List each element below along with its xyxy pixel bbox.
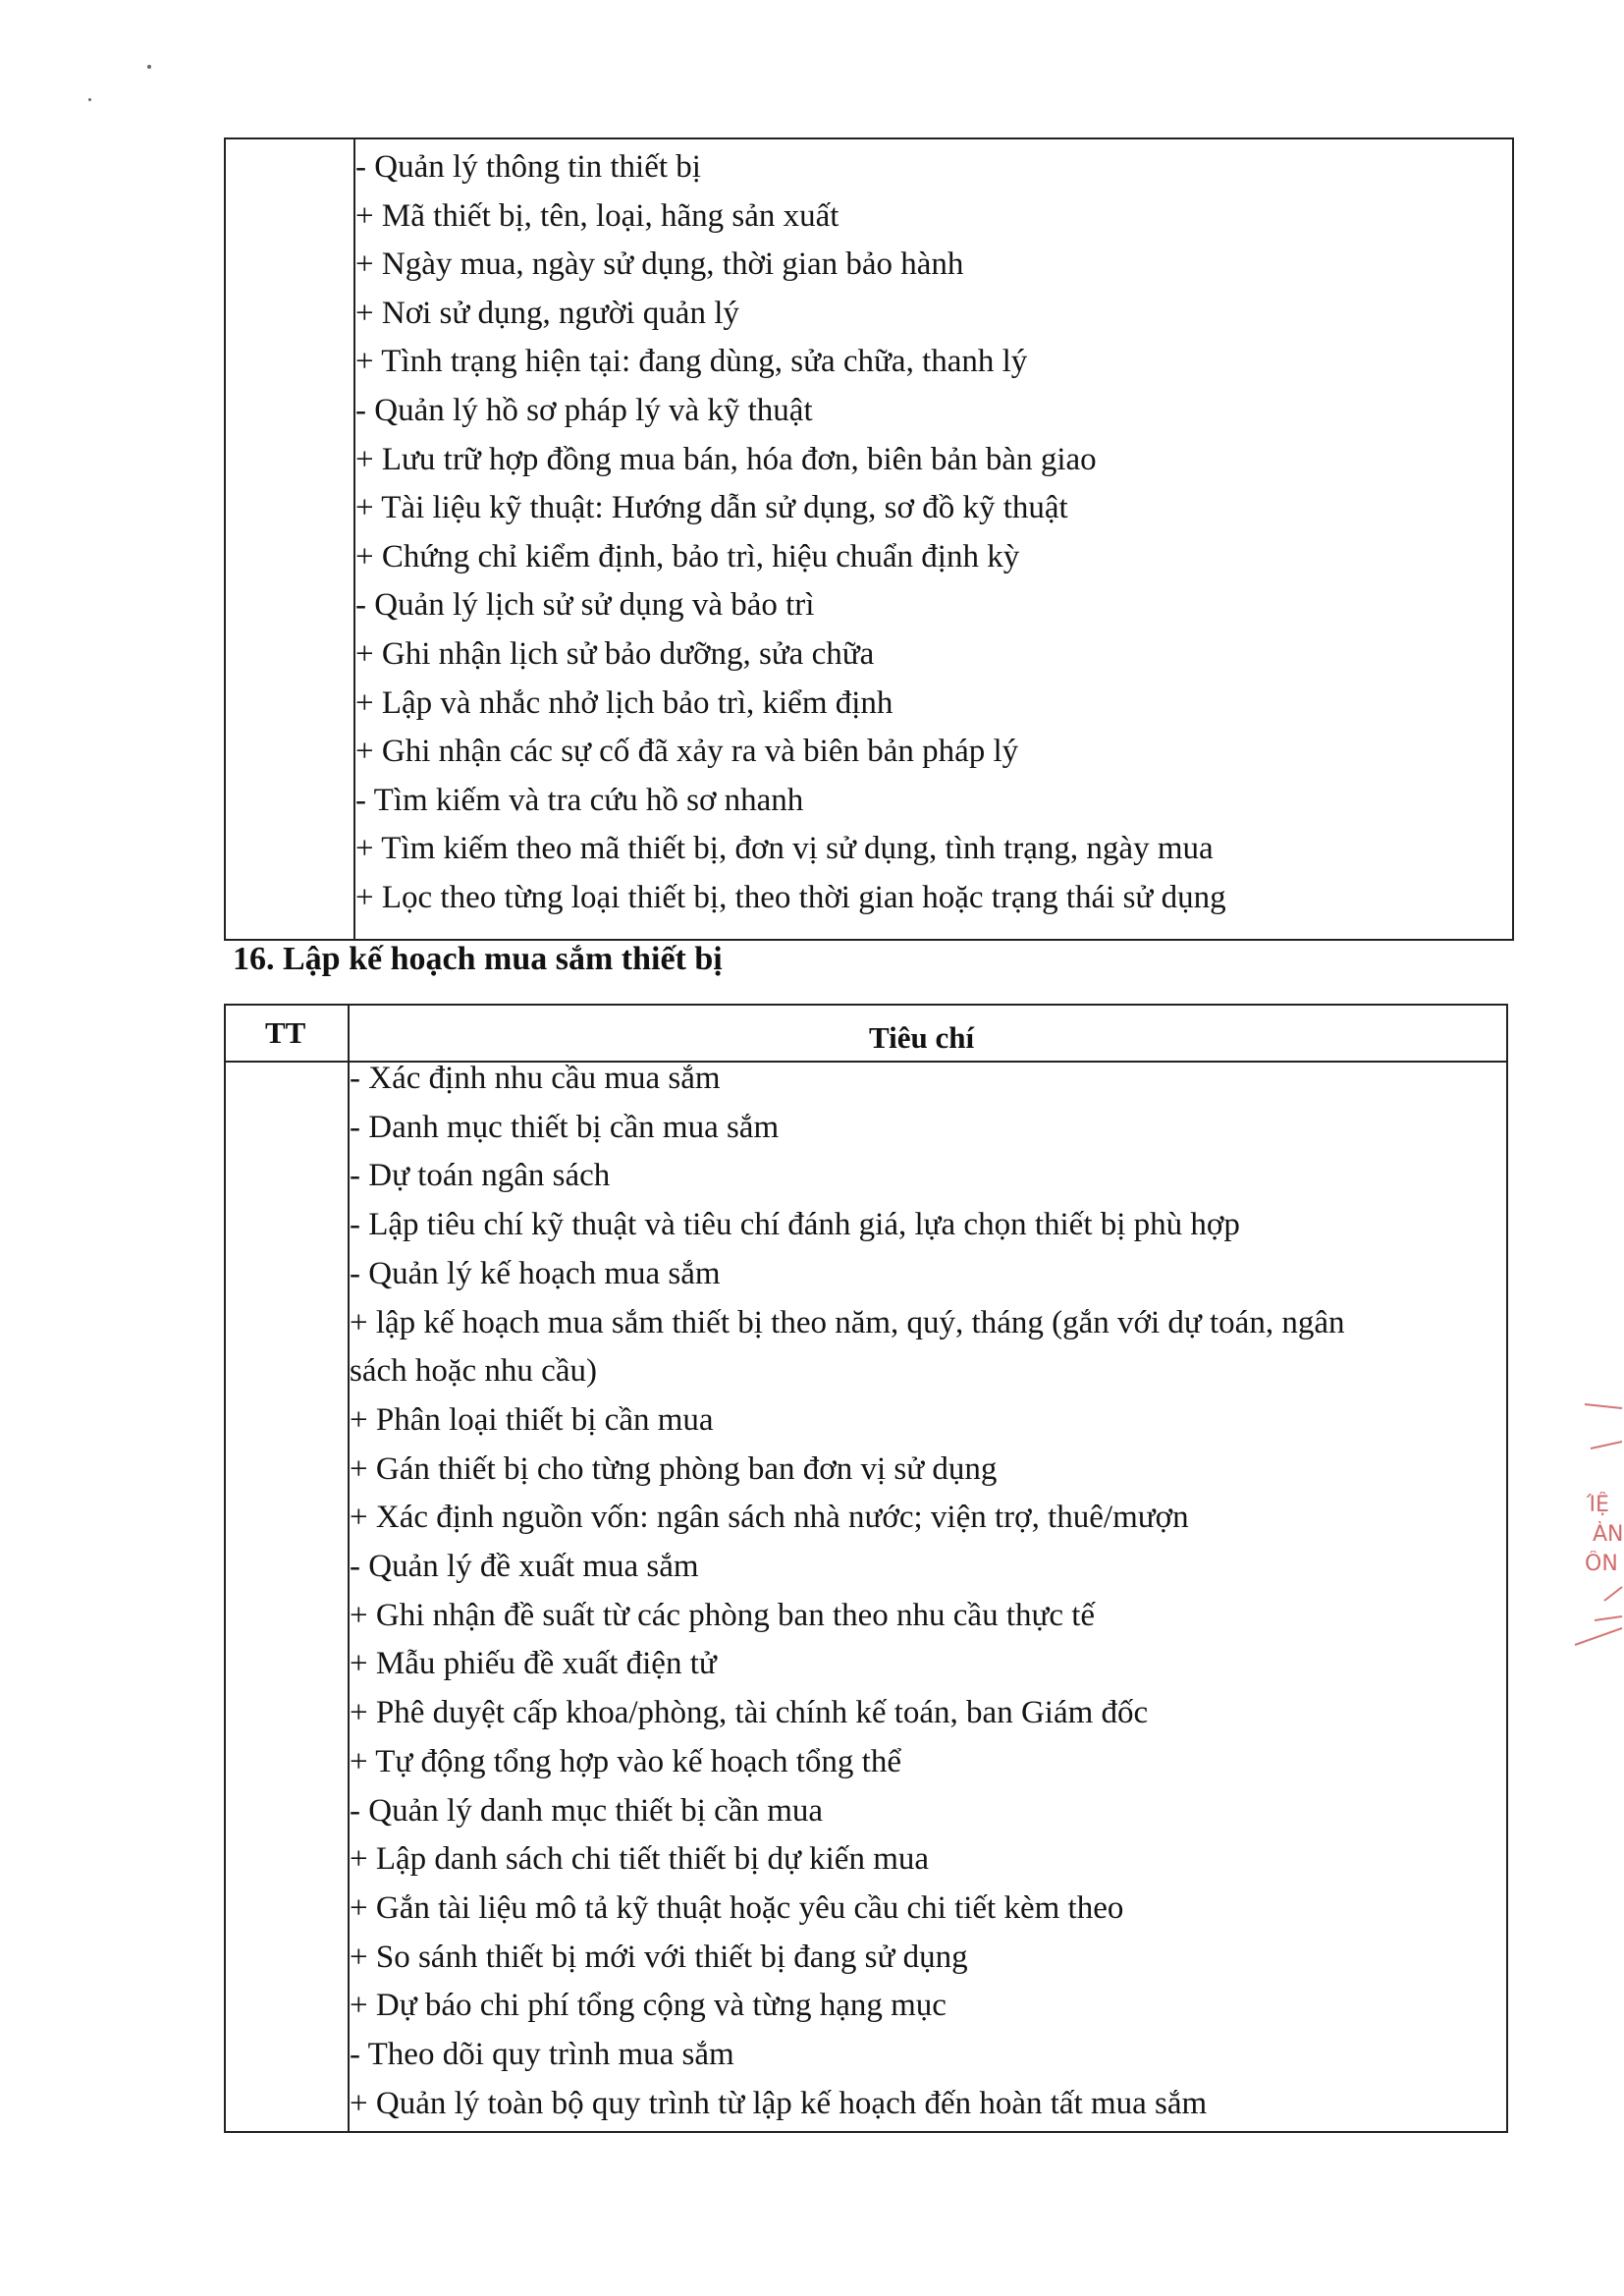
criteria-line: + Tài liệu kỹ thuật: Hướng dẫn sử dụng, sơ đồ kỹ thuật bbox=[355, 490, 1068, 526]
table1-right-border bbox=[1512, 137, 1514, 941]
criteria-line: - Danh mục thiết bị cần mua sắm bbox=[350, 1109, 780, 1145]
criteria-line: - Quản lý kế hoạch mua sắm bbox=[350, 1255, 721, 1291]
criteria-line: + Phân loại thiết bị cần mua bbox=[350, 1401, 714, 1438]
criteria-line: + Lọc theo từng loại thiết bị, theo thời gian hoặc trạng thái sử dụng bbox=[355, 880, 1226, 915]
scan-speck bbox=[88, 98, 91, 101]
criteria-line: + Lập danh sách chi tiết thiết bị dự kiến mua bbox=[350, 1841, 930, 1878]
criteria-line: + Ngày mua, ngày sử dụng, thời gian bảo hành bbox=[355, 246, 964, 283]
table2-bottom-border bbox=[224, 2131, 1508, 2133]
criteria-line: + Ghi nhận các sự cố đã xảy ra và biên bản pháp lý bbox=[355, 734, 1019, 770]
criteria-line: + Chứng chỉ kiểm định, bảo trì, hiệu chuẩn định kỳ bbox=[355, 538, 1020, 574]
criteria-line: + Tự động tổng hợp vào kế hoạch tổng thể bbox=[350, 1743, 901, 1779]
criteria-line: + Lưu trữ hợp đồng mua bán, hóa đơn, biên bản bàn giao bbox=[355, 441, 1097, 477]
criteria-line: sách hoặc nhu cầu) bbox=[350, 1353, 597, 1390]
criteria-line: - Xác định nhu cầu mua sắm bbox=[350, 1061, 721, 1096]
criteria-line: + Mẫu phiếu đề xuất điện tử bbox=[350, 1646, 717, 1682]
criteria-line: + Tình trạng hiện tại: đang dùng, sửa chữa, thanh lý bbox=[355, 344, 1028, 380]
criteria-line: + Dự báo chi phí tổng cộng và từng hạng mục bbox=[350, 1988, 947, 2024]
scan-speck bbox=[147, 65, 151, 69]
criteria-line: - Quản lý hồ sơ pháp lý và kỹ thuật bbox=[355, 393, 813, 428]
criteria-line: - Quản lý thông tin thiết bị bbox=[355, 149, 701, 185]
criteria-line: + Mã thiết bị, tên, loại, hãng sản xuất bbox=[355, 197, 839, 234]
criteria-line: + Tìm kiếm theo mã thiết bị, đơn vị sử dụng, tình trạng, ngày mua bbox=[355, 831, 1214, 867]
criteria-line: - Quản lý đề xuất mua sắm bbox=[350, 1549, 699, 1584]
criteria-line: + Phê duyệt cấp khoa/phòng, tài chính kế toán, ban Giám đốc bbox=[350, 1695, 1149, 1731]
stamp-text: ÀN bbox=[1593, 1522, 1624, 1547]
criteria-line: + Nơi sử dụng, người quản lý bbox=[355, 295, 739, 331]
criteria-line: - Quản lý danh mục thiết bị cần mua bbox=[350, 1792, 824, 1829]
criteria-line: + Quản lý toàn bộ quy trình từ lập kế hoạch đến hoàn tất mua sắm bbox=[350, 2085, 1208, 2121]
stamp-text: ΊỆ bbox=[1587, 1493, 1609, 1517]
criteria-line: + So sánh thiết bị mới với thiết bị đang sử dụng bbox=[350, 1939, 968, 1975]
criteria-line: + Ghi nhận lịch sử bảo dưỡng, sửa chữa bbox=[355, 636, 875, 672]
criteria-line: + Lập và nhắc nhở lịch bảo trì, kiểm định bbox=[355, 684, 893, 721]
criteria-line: - Lập tiêu chí kỹ thuật và tiêu chí đánh giá, lựa chọn thiết bị phù hợp bbox=[350, 1207, 1240, 1243]
criteria-line: - Quản lý lịch sử sử dụng và bảo trì bbox=[355, 587, 815, 624]
criteria-line: + lập kế hoạch mua sắm thiết bị theo năm, quý, tháng (gắn với dự toán, ngân bbox=[350, 1304, 1345, 1340]
section-heading: 16. Lập kế hoạch mua sắm thiết bị bbox=[233, 941, 723, 977]
stamp-text: ÔN bbox=[1585, 1552, 1618, 1576]
criteria-line: + Xác định nguồn vốn: ngân sách nhà nước; viện trợ, thuê/mượn bbox=[350, 1500, 1189, 1536]
table2-right-border bbox=[1506, 1004, 1508, 2133]
criteria-line: - Tìm kiếm và tra cứu hồ sơ nhanh bbox=[355, 782, 804, 818]
table1-left-border bbox=[224, 137, 226, 941]
column-header-tt: TT bbox=[265, 1015, 306, 1050]
criteria-line: + Gắn tài liệu mô tả kỹ thuật hoặc yêu cầu chi tiết kèm theo bbox=[350, 1889, 1124, 1926]
criteria-line: - Theo dõi quy trình mua sắm bbox=[350, 2037, 734, 2072]
column-header-criteria: Tiêu chí bbox=[869, 1020, 975, 1055]
table1-top-border bbox=[224, 137, 1514, 139]
criteria-line: + Gán thiết bị cho từng phòng ban đơn vị sử dụng bbox=[350, 1450, 998, 1487]
criteria-line: - Dự toán ngân sách bbox=[350, 1158, 611, 1194]
table2-top-border bbox=[224, 1004, 1508, 1006]
criteria-line: + Ghi nhận đề suất từ các phòng ban theo nhu cầu thực tế bbox=[350, 1597, 1096, 1633]
table2-left-border bbox=[224, 1004, 226, 2133]
